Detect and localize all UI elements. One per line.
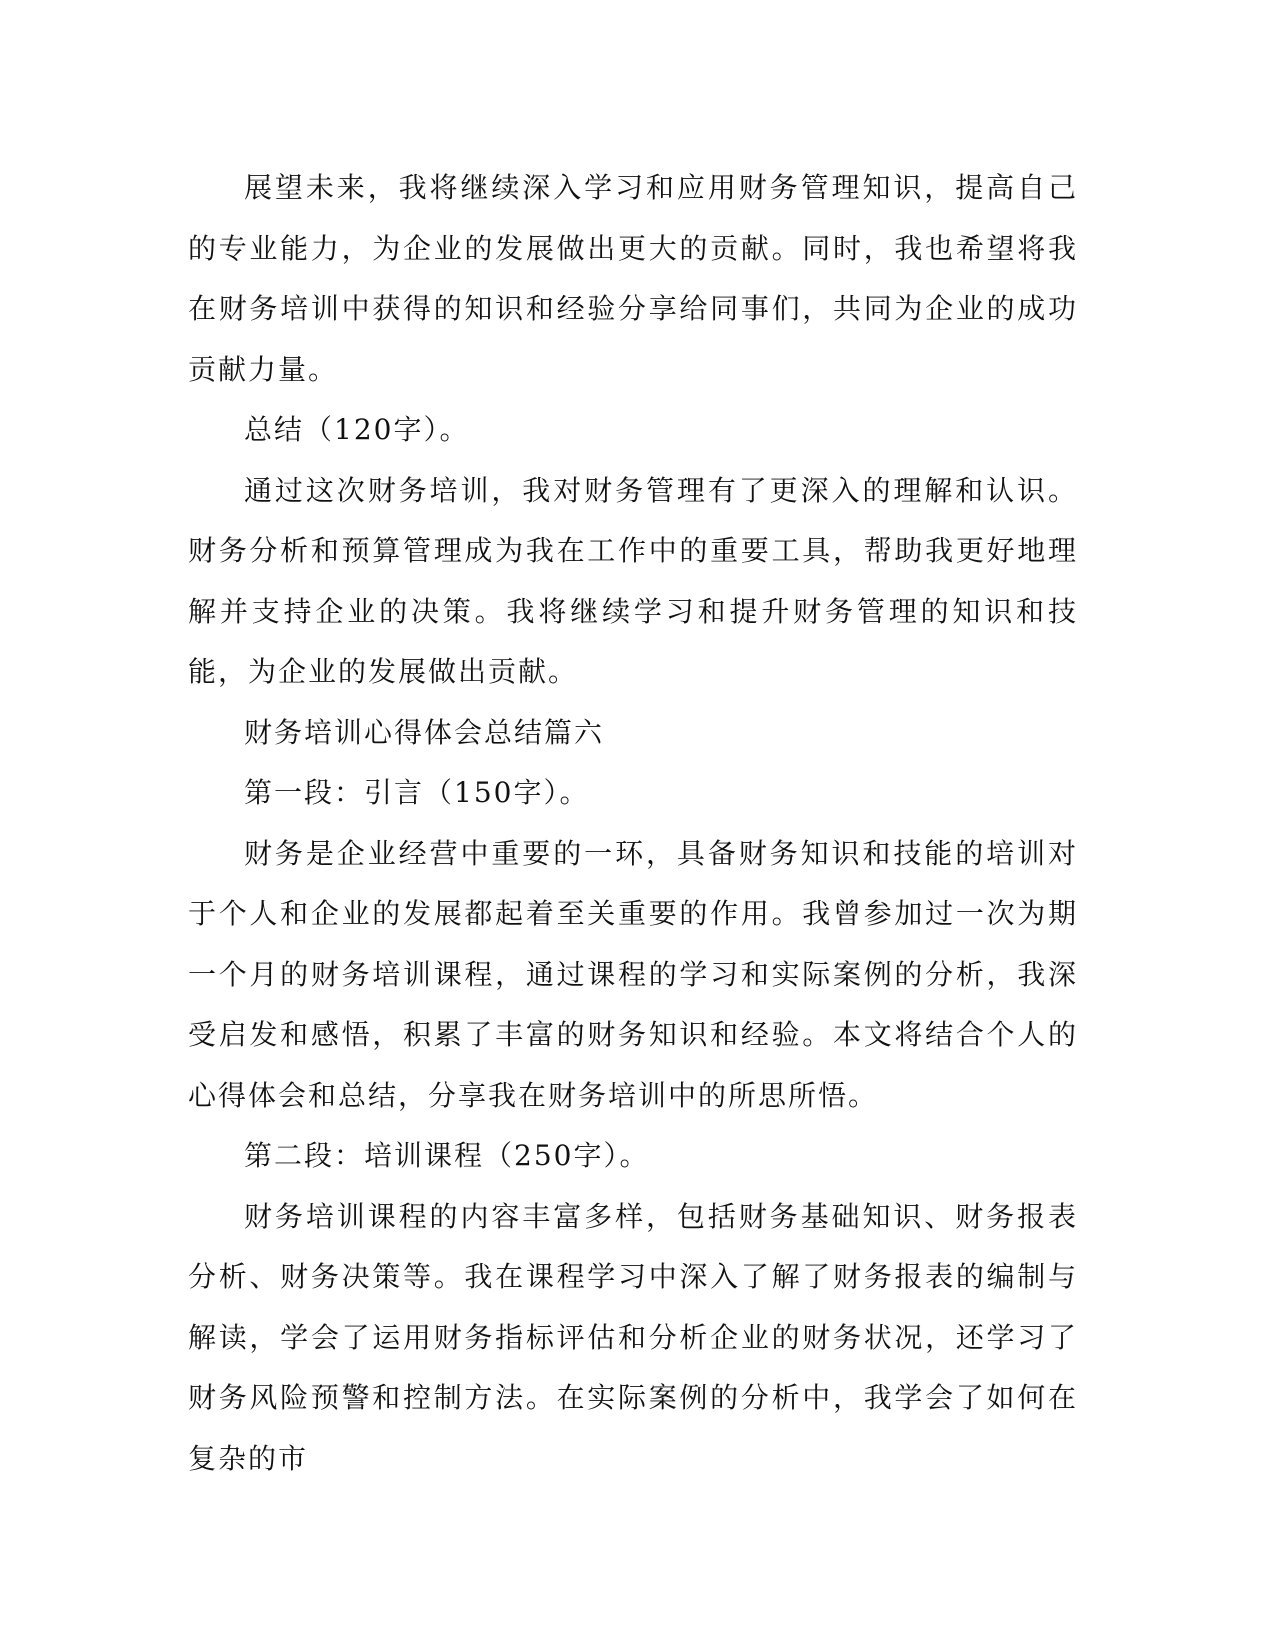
- paragraph-outlook: 展望未来，我将继续深入学习和应用财务管理知识，提高自己的专业能力，为企业的发展做出更大的贡献。同时，我也希望将我在财务培训中获得的知识和经验分享给同事们，共同为企业的成功贡献力量。: [188, 171, 1078, 386]
- document-body: [188, 158, 1078, 1489]
- paragraph-introduction: 财务是企业经营中重要的一环，具备财务知识和技能的培训对于个人和企业的发展都起着至关重要的作用。我曾参加过一次为期一个月的财务培训课程，通过课程的学习和实际案例的分析，我深受启发和感悟，积累了丰富的财务知识和经验。本文将结合个人的心得体会和总结，分享我在财务培训中的所思所悟。: [188, 836, 1078, 1112]
- paragraph-training-course: 财务培训课程的内容丰富多样，包括财务基础知识、财务报表分析、财务决策等。我在课程学习中深入了解了财务报表的编制与解读，学会了运用财务指标评估和分析企业的财务状况，还学习了财务风险预警和控制方法。在实际案例的分析中，我学会了如何在复杂的市: [188, 1199, 1078, 1475]
- paragraph-summary: 通过这次财务培训，我对财务管理有了更深入的理解和认识。财务分析和预算管理成为我在工作中的重要工具，帮助我更好地理解并支持企业的决策。我将继续学习和提升财务管理的知识和技能，为企业的发展做出贡献。: [188, 473, 1078, 688]
- section-title: 财务培训心得体会总结篇六: [244, 715, 605, 749]
- heading-introduction: 第一段：引言（150字）。: [244, 776, 590, 809]
- heading-summary: 总结（120字）。: [244, 413, 470, 446]
- heading-training-course: 第二段：培训课程（250字）。: [244, 1139, 650, 1172]
